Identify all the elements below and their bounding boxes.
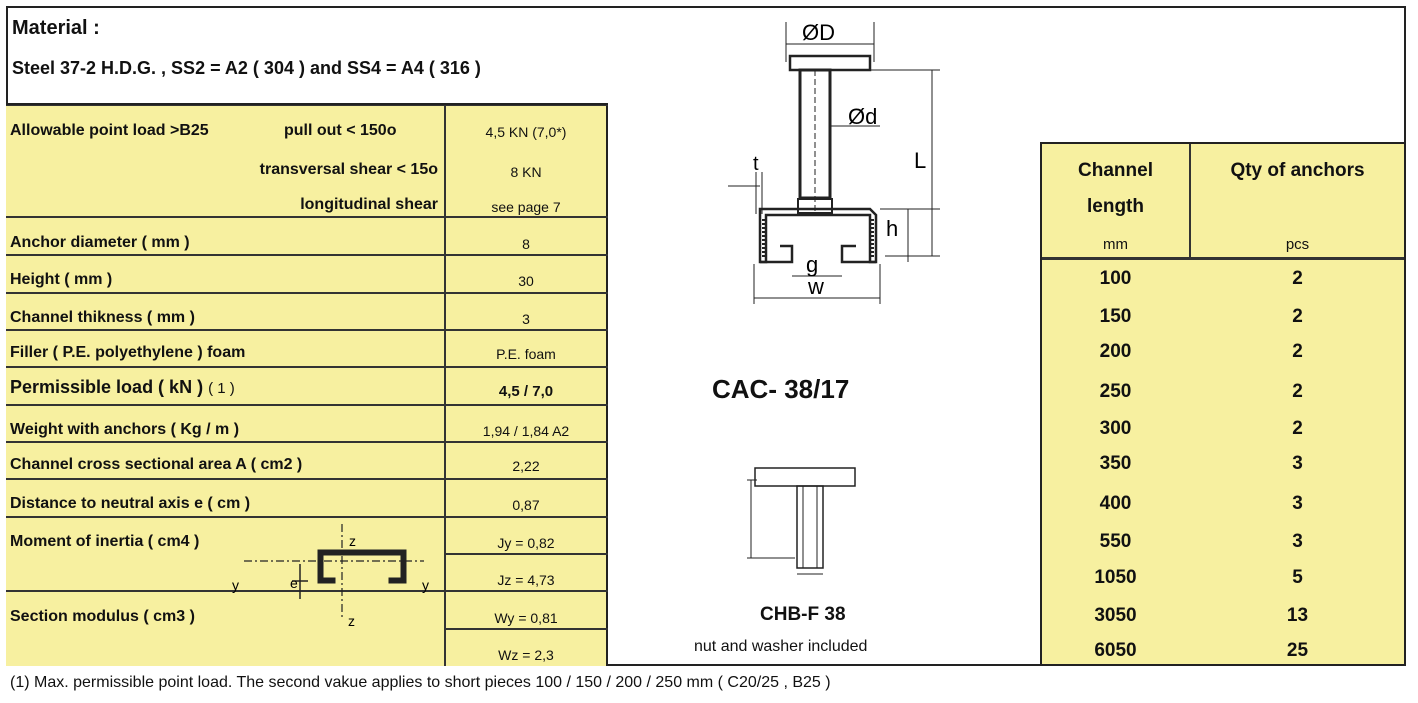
anchor-qty-cell: 3 xyxy=(1292,531,1303,552)
product-name: CAC- 38/17 xyxy=(712,374,850,404)
anchor-qty-cell: 5 xyxy=(1292,567,1303,588)
bolt-note: nut and washer included xyxy=(694,638,868,655)
weight-label: Weight with anchors ( Kg / m ) xyxy=(10,421,240,438)
anchor-diameter-label: Anchor diameter ( mm ) xyxy=(10,234,190,251)
channel-length-cell: 400 xyxy=(1099,493,1132,514)
longitudinal-label: longitudinal shear xyxy=(300,196,438,213)
anchor-qty-cell: 2 xyxy=(1292,306,1303,327)
channel-length-cell: 550 xyxy=(1099,531,1132,552)
length-unit: mm xyxy=(1103,236,1128,253)
z-top-label: z xyxy=(349,533,356,549)
channel-length-cell: 300 xyxy=(1099,418,1132,439)
anchor-qty-cell: 2 xyxy=(1292,341,1303,362)
length-header-2: length xyxy=(1087,196,1144,217)
cross-section-diagram xyxy=(224,524,444,654)
length-L-label: L xyxy=(914,148,927,173)
channel-thickness-label: Channel thikness ( mm ) xyxy=(10,309,195,326)
pull-out-label: pull out < 150o xyxy=(284,122,397,139)
filler-value: P.E. foam xyxy=(496,346,556,362)
height-value: 30 xyxy=(518,273,534,289)
neutral-axis-label: Distance to neutral axis e ( cm ) xyxy=(10,495,251,512)
channel-length-cell: 150 xyxy=(1099,306,1132,327)
qty-unit: pcs xyxy=(1285,236,1310,253)
weight-value: 1,94 / 1,84 A2 xyxy=(482,423,570,439)
transversal-value: 8 KN xyxy=(510,164,542,180)
channel-thickness-value: 3 xyxy=(522,311,530,327)
height-h-label: h xyxy=(886,216,899,241)
properties-table xyxy=(6,104,608,666)
footnote: (1) Max. permissible point load. The second vakue applies to short pieces 100 / 150 / 200 / 250 mm ( C20/25 , B25 ) xyxy=(10,674,831,691)
material-divider xyxy=(6,103,608,105)
channel-length-cell: 250 xyxy=(1099,381,1132,402)
wy-value: Wy = 0,81 xyxy=(494,610,558,626)
neutral-axis-value: 0,87 xyxy=(512,497,540,513)
gap-g-label: g xyxy=(806,252,819,277)
bolt-name: CHB-F 38 xyxy=(760,604,846,625)
e-label: e xyxy=(290,575,298,591)
bolt-drawing xyxy=(745,462,865,582)
jz-value: Jz = 4,73 xyxy=(497,572,555,588)
jy-value: Jy = 0,82 xyxy=(497,535,555,551)
permissible-load-note: ( 1 ) xyxy=(208,380,235,397)
channel-length-cell: 3050 xyxy=(1094,605,1137,626)
width-w-label: w xyxy=(808,274,824,299)
anchor-qty-cell: 2 xyxy=(1292,381,1303,402)
anchor-qty-cell: 13 xyxy=(1286,605,1309,626)
filler-label: Filler ( P.E. polyethylene ) foam xyxy=(10,344,246,361)
length-header: Channel xyxy=(1078,160,1153,181)
anchor-qty-cell: 2 xyxy=(1292,418,1303,439)
anchor-channel-drawing xyxy=(720,14,960,314)
y-right-label: y xyxy=(422,577,429,593)
channel-length-cell: 1050 xyxy=(1094,567,1137,588)
anchor-qty-cell: 2 xyxy=(1292,268,1303,289)
channel-length-cell: 6050 xyxy=(1094,640,1137,661)
qty-header: Qty of anchors xyxy=(1230,160,1365,181)
permissible-load-value: 4,5 / 7,0 xyxy=(498,383,554,400)
permissible-load-label xyxy=(10,377,235,398)
channel-length-cell: 200 xyxy=(1099,341,1132,362)
material-title: Material : xyxy=(12,17,100,39)
diameter-d-label: Ød xyxy=(848,104,878,129)
channel-length-cell: 350 xyxy=(1099,453,1132,474)
permissible-load-text: Permissible load ( kN ) xyxy=(10,377,204,397)
anchor-qty-cell: 3 xyxy=(1292,493,1303,514)
transversal-label: transversal shear < 15o xyxy=(259,161,438,178)
anchor-qty-cell: 3 xyxy=(1292,453,1303,474)
height-label: Height ( mm ) xyxy=(10,271,113,288)
z-bottom-label: z xyxy=(348,613,355,629)
material-spec: Steel 37-2 H.D.G. , SS2 = A2 ( 304 ) and SS4 = A4 ( 316 ) xyxy=(12,58,481,78)
allowable-load-label: Allowable point load >B25 xyxy=(10,122,209,139)
channel-length-cell: 100 xyxy=(1099,268,1132,289)
y-left-label: y xyxy=(232,577,239,593)
inertia-label: Moment of inertia ( cm4 ) xyxy=(10,533,200,550)
area-value: 2,22 xyxy=(512,458,540,474)
channel-length-table xyxy=(1040,142,1406,666)
section-modulus-label: Section modulus ( cm3 ) xyxy=(10,608,195,625)
wz-value: Wz = 2,3 xyxy=(498,647,554,663)
area-label: Channel cross sectional area A ( cm2 ) xyxy=(10,456,303,473)
anchor-qty-cell: 25 xyxy=(1286,640,1309,661)
diameter-D-label: ØD xyxy=(802,20,835,45)
anchor-diameter-value: 8 xyxy=(522,236,530,252)
thickness-t-label: t xyxy=(753,153,759,175)
longitudinal-value: see page 7 xyxy=(491,199,561,215)
pull-out-value: 4,5 KN (7,0*) xyxy=(485,124,567,140)
